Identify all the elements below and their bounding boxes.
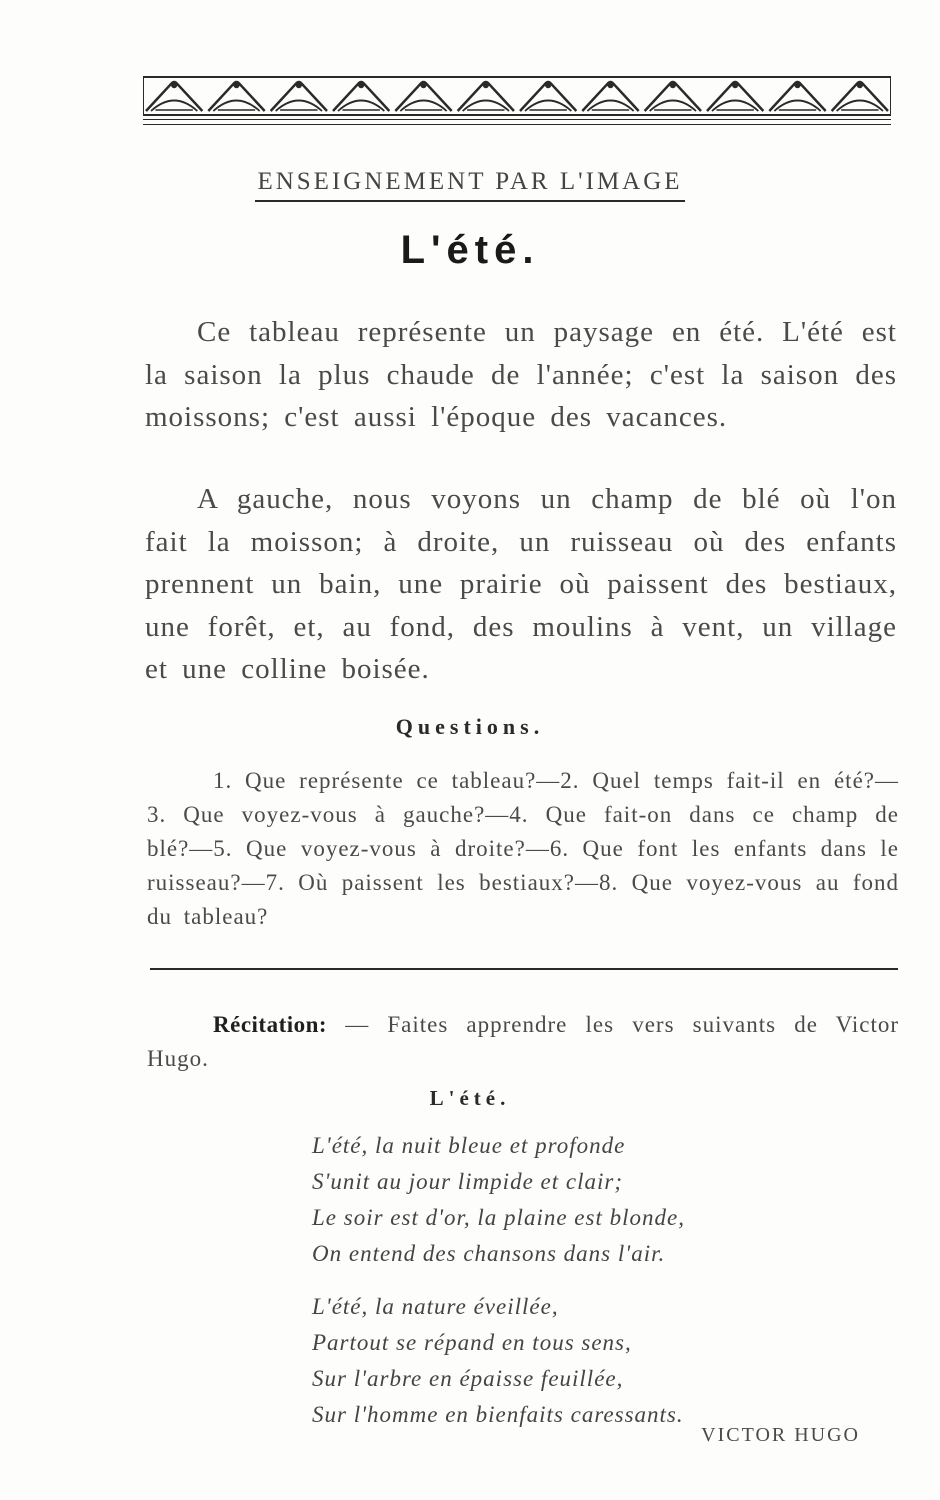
recitation-paragraph bbox=[147, 1008, 899, 1076]
recitation-block bbox=[147, 1008, 899, 1076]
section-divider bbox=[150, 968, 898, 970]
questions-block bbox=[147, 764, 899, 934]
poem-line: Sur l'homme en bienfaits caressants. bbox=[312, 1402, 684, 1427]
ornament-icon bbox=[143, 76, 891, 116]
questions-text: 1. Que représente ce tableau?—2. Quel temps fait-il en été?—3. Que voyez-vous à gauche?—4. Que fait-on dans ce champ de blé?—5. Que voyez-vous à droite?—6. Que font les enfants dans le ruisseau?—7. Où paissent les bestiaux?—8. Que voyez-vous au fond du tableau? bbox=[147, 768, 899, 929]
section-heading bbox=[0, 168, 940, 202]
page-title: L'été. bbox=[400, 228, 540, 272]
poem-line: L'été, la nuit bleue et profonde bbox=[312, 1133, 626, 1158]
poem-stanza-2 bbox=[312, 1289, 832, 1433]
recitation-text: — Faites apprendre les vers suivants de Victor Hugo. bbox=[147, 1012, 899, 1071]
questions-heading: Questions. bbox=[395, 714, 545, 739]
poem-line: S'unit au jour limpide et clair; bbox=[312, 1169, 623, 1194]
intro-paragraph-1-text: Ce tableau représente un paysage en été. L'été est la saison la plus chaude de l'année; c'est la saison des moissons; c'est aussi l'époque des vacances. bbox=[145, 316, 897, 433]
intro-paragraph-1 bbox=[145, 311, 897, 439]
header-rule-top bbox=[143, 119, 891, 120]
intro-paragraph-2 bbox=[145, 478, 897, 691]
poem-line: Le soir est d'or, la plaine est blonde, bbox=[312, 1205, 685, 1230]
intro-paragraph-2-text: A gauche, nous voyons un champ de blé où l'on fait la moisson; à droite, un ruisseau où des enfants prennent un bain, une prairie où paissent des bestiaux, une forêt, et, au fond, des moulins à vent, un village et une colline boisée. bbox=[145, 483, 897, 685]
poem-line: Partout se répand en tous sens, bbox=[312, 1330, 632, 1355]
section-heading-text: ENSEIGNEMENT PAR L'IMAGE bbox=[255, 168, 684, 202]
header-rule-bottom bbox=[143, 124, 891, 125]
poem-line: Sur l'arbre en épaisse feuillée, bbox=[312, 1366, 624, 1391]
header-ornament bbox=[143, 76, 891, 116]
recitation-label: Récitation: bbox=[213, 1012, 328, 1037]
poem-author: VICTOR HUGO bbox=[701, 1424, 860, 1446]
poem-title: L'été. bbox=[429, 1086, 511, 1110]
poem-line: On entend des chansons dans l'air. bbox=[312, 1241, 666, 1266]
poem-line: L'été, la nature éveillée, bbox=[312, 1294, 559, 1319]
poem-stanza-1 bbox=[312, 1128, 832, 1272]
